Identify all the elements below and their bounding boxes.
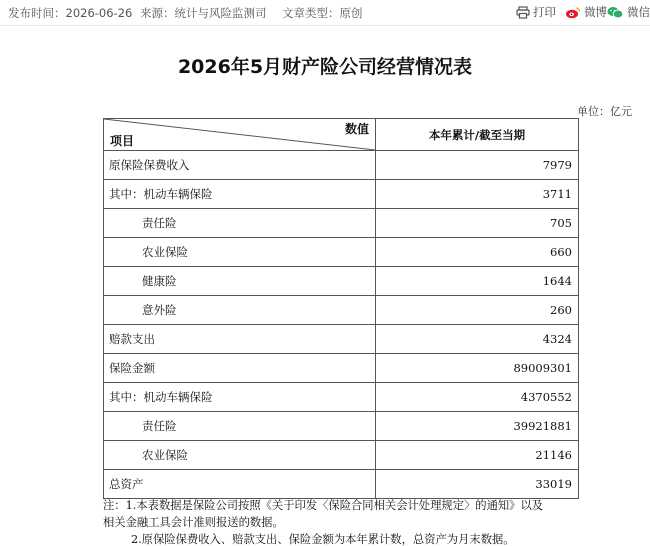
table-notes <box>103 497 583 546</box>
table-row <box>104 180 579 209</box>
table-row <box>104 151 579 180</box>
diagonal-line <box>104 119 375 150</box>
row-value: 660 <box>376 238 579 267</box>
wechat-icon <box>607 6 624 19</box>
note-line-2: 相关金融工具会计准则报送的数据。 <box>103 516 284 529</box>
row-label: 原保险保费收入 <box>104 151 376 180</box>
row-value: 260 <box>376 296 579 325</box>
note-line-3: 2.原保险保费收入、赔款支出、保险金额为本年累计数，总资产为月末数据。 <box>131 533 515 546</box>
row-label: 总资产 <box>104 470 376 499</box>
printer-icon <box>516 6 530 19</box>
article-type: 文章类型：原创 <box>282 6 363 20</box>
header-diagonal-cell <box>104 119 376 151</box>
row-value: 4370552 <box>376 383 579 412</box>
table-row <box>104 325 579 354</box>
row-value: 21146 <box>376 441 579 470</box>
row-value: 89009301 <box>376 354 579 383</box>
weibo-icon <box>565 6 581 19</box>
row-label: 农业保险 <box>104 441 376 470</box>
table-header-row <box>104 119 579 151</box>
note-line-1: 注：1.本表数据是保险公司按照《关于印发〈保险合同相关会计处理规定〉的通知》以及 <box>103 499 544 512</box>
row-label: 赔款支出 <box>104 325 376 354</box>
row-label: 责任险 <box>104 412 376 441</box>
table-row <box>104 267 579 296</box>
row-label: 农业保险 <box>104 238 376 267</box>
row-value: 4324 <box>376 325 579 354</box>
article-meta-bar <box>0 0 650 26</box>
print-button[interactable]: 打印 <box>516 4 556 20</box>
row-value: 39921881 <box>376 412 579 441</box>
table-row <box>104 238 579 267</box>
page-title: 2026年5月财产险公司经营情况表 <box>177 56 473 78</box>
header-item-label: 项目 <box>110 134 135 148</box>
row-label: 其中：机动车辆保险 <box>104 180 376 209</box>
table-row <box>104 354 579 383</box>
row-label: 意外险 <box>104 296 376 325</box>
unit-label: 单位：亿元 <box>577 105 632 118</box>
row-value: 3711 <box>376 180 579 209</box>
table-row <box>104 412 579 441</box>
table-row <box>104 383 579 412</box>
wechat-share-button[interactable]: 微信 <box>607 4 650 20</box>
row-label: 健康险 <box>104 267 376 296</box>
row-value: 33019 <box>376 470 579 499</box>
row-label: 其中：机动车辆保险 <box>104 383 376 412</box>
report-table <box>103 118 579 499</box>
publish-time: 发布时间：2026-06-26 <box>8 6 133 20</box>
header-value-label: 数值 <box>344 122 369 136</box>
table-row <box>104 441 579 470</box>
table-row <box>104 470 579 499</box>
table-row <box>104 209 579 238</box>
table-row <box>104 296 579 325</box>
article-source: 来源：统计与风险监测司 <box>140 6 267 20</box>
row-value: 1644 <box>376 267 579 296</box>
row-label: 保险金额 <box>104 354 376 383</box>
header-column-label: 本年累计/截至当期 <box>376 119 579 151</box>
weibo-share-button[interactable]: 微博 <box>565 4 607 20</box>
row-value: 7979 <box>376 151 579 180</box>
row-label: 责任险 <box>104 209 376 238</box>
row-value: 705 <box>376 209 579 238</box>
